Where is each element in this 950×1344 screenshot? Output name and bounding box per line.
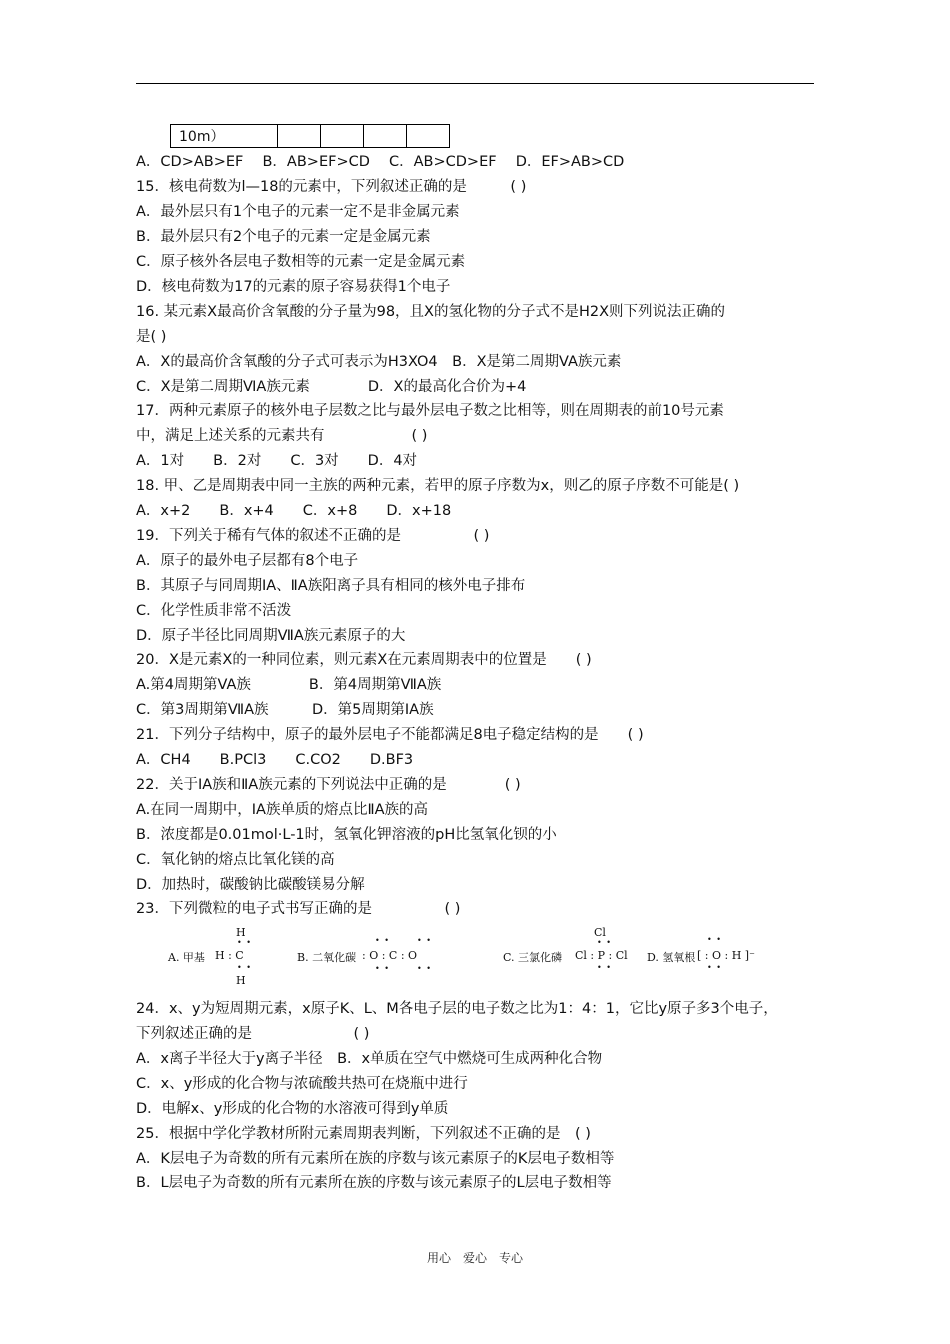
text-line: A．CD>AB>EF B．AB>EF>CD C．AB>CD>EF D．EF>AB>CD bbox=[136, 154, 625, 170]
text-line: 是( ) bbox=[136, 329, 167, 345]
formula-a-label: A. 甲基 bbox=[168, 951, 205, 964]
text-line: A.第4周期第VA族 B．第4周期第ⅦA族 bbox=[136, 677, 442, 693]
text-line: C．第3周期第ⅦA族 D．第5周期第ⅠA族 bbox=[136, 702, 434, 718]
text-line: A.在同一周期中，IA族单质的熔点比ⅡA族的高 bbox=[136, 802, 429, 818]
text-line: B．其原子与同周期IA、ⅡA族阳离子具有相同的核外电子排布 bbox=[136, 578, 526, 594]
formula-a-h-top: H bbox=[236, 926, 246, 939]
text-line: A．x离子半径大于y离子半径 B．x单质在空气中燃烧可生成两种化合物 bbox=[136, 1051, 603, 1067]
text-line: C．氧化钠的熔点比氧化镁的高 bbox=[136, 852, 335, 868]
formula-c-label: C. 三氯化磷 bbox=[503, 951, 563, 964]
text-line: A．原子的最外电子层都有8个电子 bbox=[136, 553, 359, 569]
table-cell bbox=[407, 125, 450, 148]
question-15: 15．核电荷数为l—18的元素中，下列叙述正确的是 ( ) bbox=[136, 179, 527, 195]
text-line: B．浓度都是0.01mol·L-1时，氢氧化钾溶液的pH比氢氧化钡的小 bbox=[136, 827, 557, 843]
question-18: 18. 甲、乙是周期表中同一主族的两种元素，若甲的原子序数为x，则乙的原子序数不可能是( ) bbox=[136, 478, 740, 494]
text-line: C．原子核外各层电子数相等的元素一定是金属元素 bbox=[136, 254, 466, 270]
formula-b-structure: : O : C : O bbox=[362, 949, 418, 962]
electron-dots: • • bbox=[707, 935, 722, 944]
formula-c-structure: Cl : P : Cl bbox=[575, 949, 628, 962]
question-20: 20．X是元素X的一种同位素，则元素X在元素周期表中的位置是 ( ) bbox=[136, 652, 592, 668]
table-cell bbox=[278, 125, 321, 148]
text-line: D．核电荷数为17的元素的原子容易获得1个电子 bbox=[136, 279, 451, 295]
formula-d-structure: [ : O : H ]⁻ bbox=[697, 949, 755, 962]
text-line: C．x、y形成的化合物与浓硫酸共热可在烧瓶中进行 bbox=[136, 1076, 468, 1092]
text-line: D．电解x、y形成的化合物的水溶液可得到y单质 bbox=[136, 1101, 449, 1117]
question-25: 25．根据中学化学教材所附元素周期表判断，下列叙述不正确的是 ( ) bbox=[136, 1126, 591, 1142]
text-line: 中，满足上述关系的元素共有 ( ) bbox=[136, 428, 428, 444]
text-line: D．加热时，碳酸钠比碳酸镁易分解 bbox=[136, 877, 365, 893]
electron-dots: • • bbox=[237, 963, 252, 972]
text-line: C．化学性质非常不活泼 bbox=[136, 603, 292, 619]
table-cell: 10m） bbox=[171, 125, 278, 148]
formula-c-cl-top: Cl bbox=[594, 926, 606, 939]
text-line: A．1对 B．2对 C．3对 D．4对 bbox=[136, 453, 418, 469]
table-cell bbox=[364, 125, 407, 148]
question-21: 21．下列分子结构中，原子的最外层电子不能都满足8电子稳定结构的是 ( ) bbox=[136, 727, 644, 743]
electron-dots: • • bbox=[707, 963, 722, 972]
formula-a-structure: H : C bbox=[215, 949, 244, 962]
electron-dots: • • bbox=[597, 938, 612, 947]
page-footer: 用心 爱心 专心 bbox=[426, 1251, 523, 1265]
text-line: B．L层电子为奇数的所有元素所在族的序数与该元素原子的L层电子数相等 bbox=[136, 1175, 612, 1191]
electron-formula-figure bbox=[165, 926, 755, 990]
table-cell bbox=[321, 125, 364, 148]
electron-dots: • • bbox=[237, 938, 252, 947]
question-23: 23．下列微粒的电子式书写正确的是 ( ) bbox=[136, 901, 461, 917]
electron-dots: • • bbox=[597, 963, 612, 972]
question-22: 22．关于IA族和ⅡA族元素的下列说法中正确的是 ( ) bbox=[136, 777, 521, 793]
formula-d-label: D. 氢氧根 bbox=[647, 951, 696, 964]
header-rule bbox=[136, 83, 814, 84]
text-line: 下列叙述正确的是 ( ) bbox=[136, 1026, 370, 1042]
text-line: A．X的最高价含氧酸的分子式可表示为H3XO4 B．X是第二周期VA族元素 bbox=[136, 354, 622, 370]
text-line: A．最外层只有1个电子的元素一定不是非金属元素 bbox=[136, 204, 460, 220]
question-17: 17．两种元素原子的核外电子层数之比与最外层电子数之比相等，则在周期表的前10号元素 bbox=[136, 403, 724, 419]
data-table-fragment bbox=[170, 124, 450, 148]
question-19: 19．下列关于稀有气体的叙述不正确的是 ( ) bbox=[136, 528, 490, 544]
electron-dots: • • • • bbox=[375, 936, 432, 945]
formula-a-h-bottom: H bbox=[236, 974, 246, 987]
text-line: D．原子半径比同周期ⅦA族元素原子的大 bbox=[136, 628, 406, 644]
text-line: C．X是第二周期ⅥA族元素 D．X的最高化合价为+4 bbox=[136, 379, 527, 395]
text-line: A．x+2 B．x+4 C．x+8 D．x+18 bbox=[136, 503, 452, 519]
text-line: A．K层电子为奇数的所有元素所在族的序数与该元素原子的K层电子数相等 bbox=[136, 1151, 615, 1167]
text-line: A．CH4 B.PCl3 C.CO2 D.BF3 bbox=[136, 752, 414, 768]
text-line: B．最外层只有2个电子的元素一定是金属元素 bbox=[136, 229, 431, 245]
question-16: 16. 某元素X最高价含氧酸的分子量为98，且X的氢化物的分子式不是H2X则下列说法正确的 bbox=[136, 304, 726, 320]
formula-b-label: B. 二氧化碳 bbox=[297, 951, 357, 964]
question-24: 24．x、y为短周期元素，x原子K、L、M各电子层的电子数之比为1：4：1，它比y原子多3个电子， bbox=[136, 1001, 778, 1017]
electron-dots: • • • • bbox=[375, 964, 432, 973]
